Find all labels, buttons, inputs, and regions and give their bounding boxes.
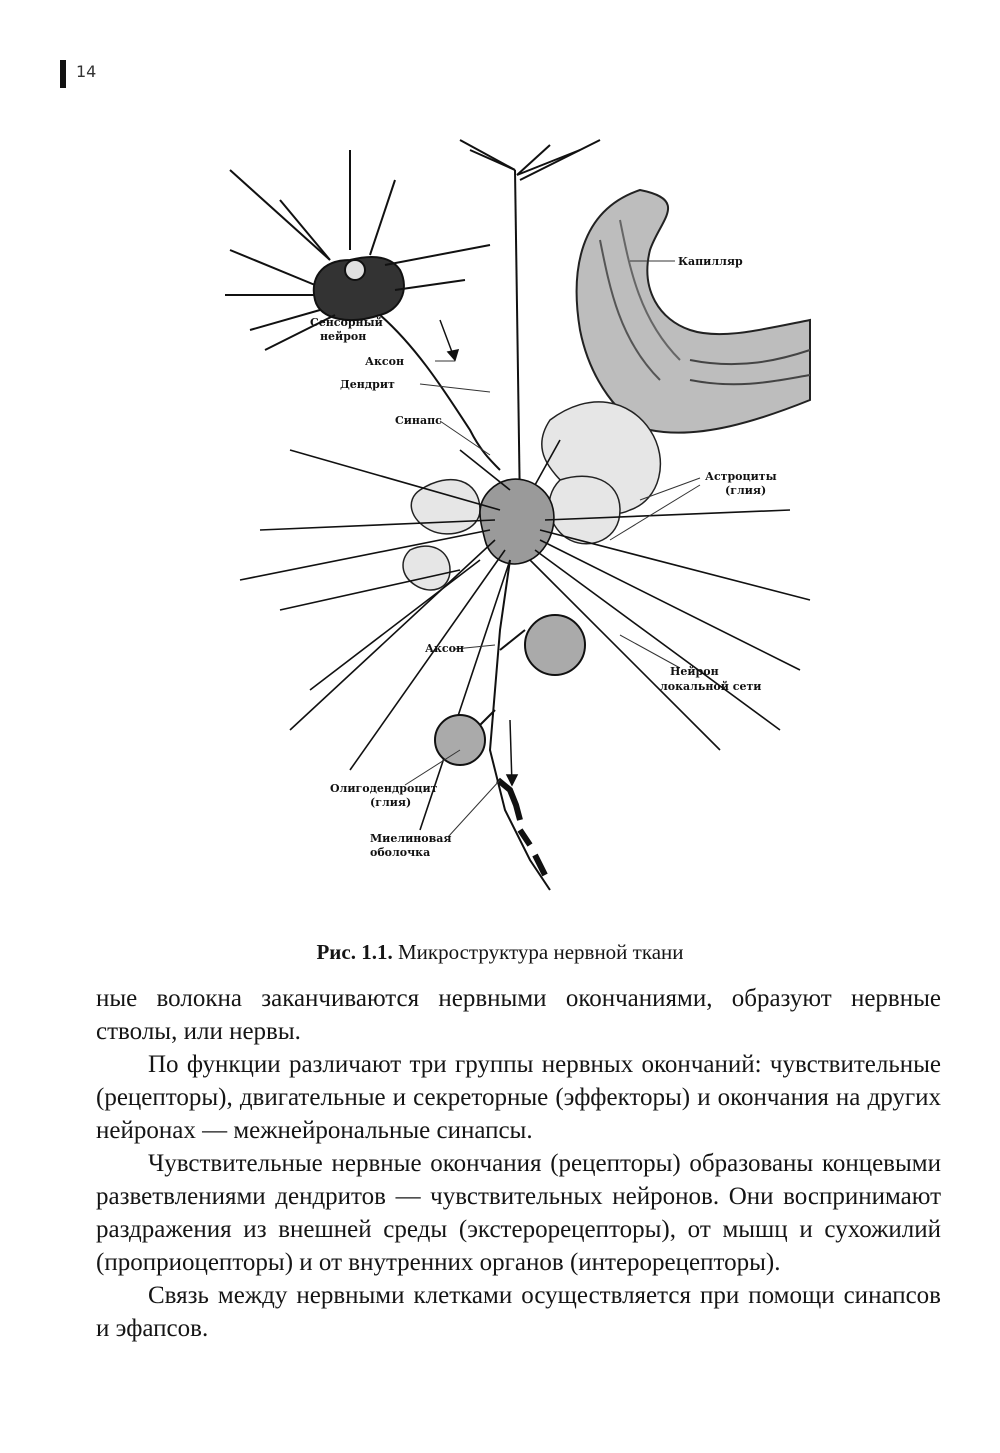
label-myelin-line1: Миелиновая — [370, 832, 452, 845]
label-astrocytes-line1: Астроциты — [705, 470, 777, 483]
label-dendrite: Дендрит — [340, 378, 395, 391]
sensory-neuron-drawing — [225, 150, 500, 470]
neural-tissue-illustration — [220, 130, 820, 930]
label-astrocytes-line2: (глия) — [725, 484, 767, 497]
label-oligodendrocyte-line1: Олигодендроцит — [330, 782, 438, 795]
page-marker — [60, 60, 66, 88]
label-local-neuron-line1: Нейрон — [670, 665, 719, 678]
paragraph-4: Связь между нервными клетками осуществляется при помощи синапсов и эфапсов. — [96, 1282, 941, 1342]
page-number: 14 — [76, 62, 97, 81]
caption-number: Рис. 1.1. — [316, 940, 393, 964]
label-local-neuron-line2: локальной сети — [660, 680, 762, 693]
paragraph-1: ные волокна заканчиваются нервными окончаниями, образуют нервные стволы, или нервы. — [96, 985, 941, 1045]
label-axon-bottom: Аксон — [425, 642, 464, 655]
label-synapse: Синапс — [395, 414, 442, 427]
paragraph-3: Чувствительные нервные окончания (рецепторы) образованы концевыми разветвлениями дендритов — чувствительных нейронов. Они воспринимают раздражения из внешней среды (экстерорецепторы), от мышц и сухожилий (проприоцепторы) и от внутренних органов (интерорецепторы). — [96, 1150, 941, 1276]
body-text — [96, 982, 941, 1345]
label-axon-top: Аксон — [365, 355, 404, 368]
label-myelin-line2: оболочка — [370, 846, 431, 859]
capillary-drawing — [577, 190, 810, 433]
caption-title: Микроструктура нервной ткани — [397, 940, 684, 964]
label-sensory-neuron-line1: Сенсорный — [310, 316, 383, 329]
paragraph-2: По функции различают три группы нервных окончаний: чувствительные (рецепторы), двигательные и секреторные (эффекторы) и окончания на других нейронах — межнейрональные синапсы. — [96, 1051, 941, 1144]
label-oligodendrocyte-line2: (глия) — [370, 796, 412, 809]
central-neuron-drawing — [240, 440, 810, 830]
label-sensory-neuron-line2: нейрон — [320, 330, 367, 343]
figure-neural-tissue — [220, 130, 820, 930]
figure-caption — [0, 940, 1000, 965]
label-capillary: Капилляр — [678, 255, 743, 268]
